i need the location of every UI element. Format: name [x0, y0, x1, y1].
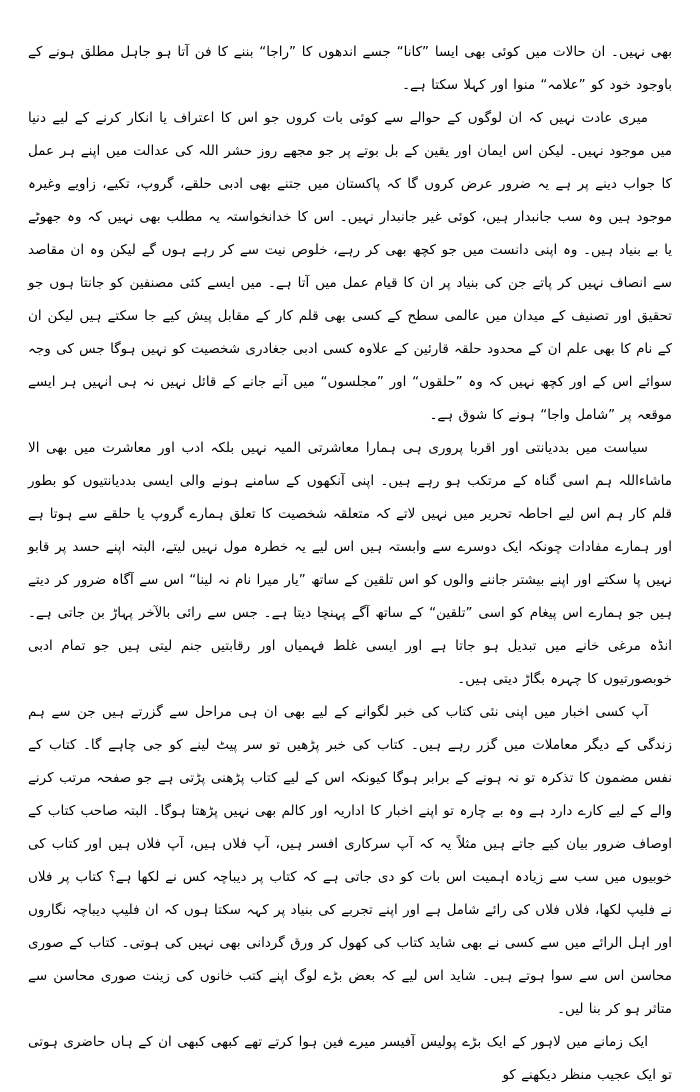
- paragraph-continuation: بھی نہیں۔ ان حالات میں کوئی بھی ایسا ”کانا“ جسے اندھوں کا ”راجا“ بننے کا فن آتا ہو جاہل مطلق ہونے کے باوجود خود کو ”علامہ“ منوا اور کہلا سکتا ہے۔: [28, 44, 672, 93]
- paragraph: میری عادت نہیں کہ ان لوگوں کے حوالے سے کوئی بات کروں جو اس کا اعتراف یا انکار کرنے کے لیے دنیا میں موجود نہیں۔ لیکن اس ایمان اور یقین کے بل بوتے پر جو مجھے روز حشر اللہ کی عدالت میں اپنے ہر عمل کا جواب دینے پر ہے یہ ضرور عرض کروں گا کہ پاکستان میں جتنے بھی ادبی حلقے، گروپ، تکیے، زاویے وغیرہ موجود ہیں وہ سب جانبدار ہیں، کوئی غیر جانبدار نہیں۔ اس کا خدانخواستہ یہ مطلب بھی نہیں کہ وہ جھوٹے یا بے بنیاد ہیں۔ وہ اپنی دانست میں جو کچھ بھی کر رہے، خلوص نیت سے کر رہے ہوں گے لیکن وہ ان مقاصد سے انصاف نہیں کر پاتے جن کی بنیاد پر ان کا قیام عمل میں آتا ہے۔ میں ایسے کئی مصنفین کو جانتا ہوں جو تحقیق اور تصنیف کے میدان میں عالمی سطح کے کسی بھی قلم کار کے مقابل پیش کیے جا سکتے ہیں لیکن ان کے نام کا بھی علم ان کے محدود حلقہ قارئین کے علاوہ کسی ادبی جغادری شخصیت کو نہیں ہوگا جس کی وجہ سوائے اس کے اور کچھ نہیں کہ وہ ”حلقوں“ اور ”مجلسوں“ میں آنے جانے کے قائل نہیں نہ ہی انہیں ہر ایسے موقعہ پر ”شامل واجا“ ہونے کا شوق ہے۔: [28, 110, 672, 423]
- paragraph: ایک زمانے میں لاہور کے ایک بڑے پولیس آفیسر میرے فین ہوا کرتے تھے کبھی کبھی ان کے ہاں حاضری ہوتی تو ایک عجیب منظر دیکھنے کو: [28, 1034, 672, 1083]
- paragraph: سیاست میں بددیانتی اور اقربا پروری ہی ہمارا معاشرتی المیہ نہیں بلکہ ادب اور معاشرت میں بھی الا ماشاءاللہ ہم اسی گناہ کے مرتکب ہو رہے ہیں۔ اپنی آنکھوں کے سامنے ہونے والی ایسی بددیانتیوں کو بطور قلم کار ہم اس لیے احاطہ تحریر میں نہیں لاتے کہ متعلقہ شخصیت کا تعلق ہمارے گروپ یا حلقے سے ہوتا ہے اور ہمارے مفادات چونکہ ایک دوسرے سے وابستہ ہیں اس لیے یہ خطرہ مول نہیں لیتے، البتہ اپنے حسد پر قابو نہیں پا سکتے اور اپنے بیشتر جاننے والوں کو اس تلقین کے ساتھ ”یار میرا نام نہ لینا“ اس سے آگاہ ضرور کر دیتے ہیں جو ہمارے اس پیغام کو اسی ”تلقین“ کے ساتھ آگے پہنچا دیتا ہے۔ جس سے رائی بالآخر پہاڑ بن جاتی ہے۔ انڈہ مرغی خانے میں تبدیل ہو جاتا ہے اور ایسی غلط فہمیاں اور رقابتیں جنم لیتی ہیں جو تمام ادبی خوبصورتیوں کا چہرہ بگاڑ دیتی ہیں۔: [28, 440, 672, 687]
- paragraph: آپ کسی اخبار میں اپنی نئی کتاب کی خبر لگوانے کے لیے بھی ان ہی مراحل سے گزرتے ہیں جن سے ہم زندگی کے دیگر معاملات میں گزر رہے ہیں۔ کتاب کی خبر پڑھیں تو سر پیٹ لینے کو جی چاہے گا۔ کتاب کے نفس مضمون کا تذکرہ تو نہ ہونے کے برابر ہوگا کیونکہ اس کے لیے کتاب پڑھنی پڑتی ہے جو صفحہ مرتب کرنے والے کے لیے کارے دارد ہے وہ بے چارہ تو اپنے اخبار کا اداریہ اور کالم بھی نہیں پڑھتا ہوگا۔ البتہ صاحب کتاب کے اوصاف ضرور بیان کیے جاتے ہیں مثلاً یہ کہ آپ سرکاری افسر ہیں، آپ فلاں ہیں، آپ فلاں ہیں اور کتاب کی خوبیوں میں سب سے زیادہ اہمیت اس بات کو دی جاتی ہے کہ کتاب پر دیباچہ کس نے لکھا ہے؟ کتاب پر فلاں نے فلیپ لکھا، فلاں فلاں کی رائے شامل ہے اور اپنے تجربے کی بنیاد پر کہہ سکتا ہوں کہ ان فلیپ دیباچہ نگاروں اور اہل الرائے میں سے کسی نے بھی شاید کتاب کی کھول کر ورق گردانی بھی نہیں کی ہوتی۔ کتاب کے صوری محاسن اس سے سوا ہوتے ہیں۔ شاید اس لیے کہ بعض بڑے لوگ اپنے کتب خانوں کی زینت صوری محاسن سے متاثر ہو کر بنا لیں۔: [28, 704, 672, 1017]
- urdu-text-block: [28, 36, 672, 1092]
